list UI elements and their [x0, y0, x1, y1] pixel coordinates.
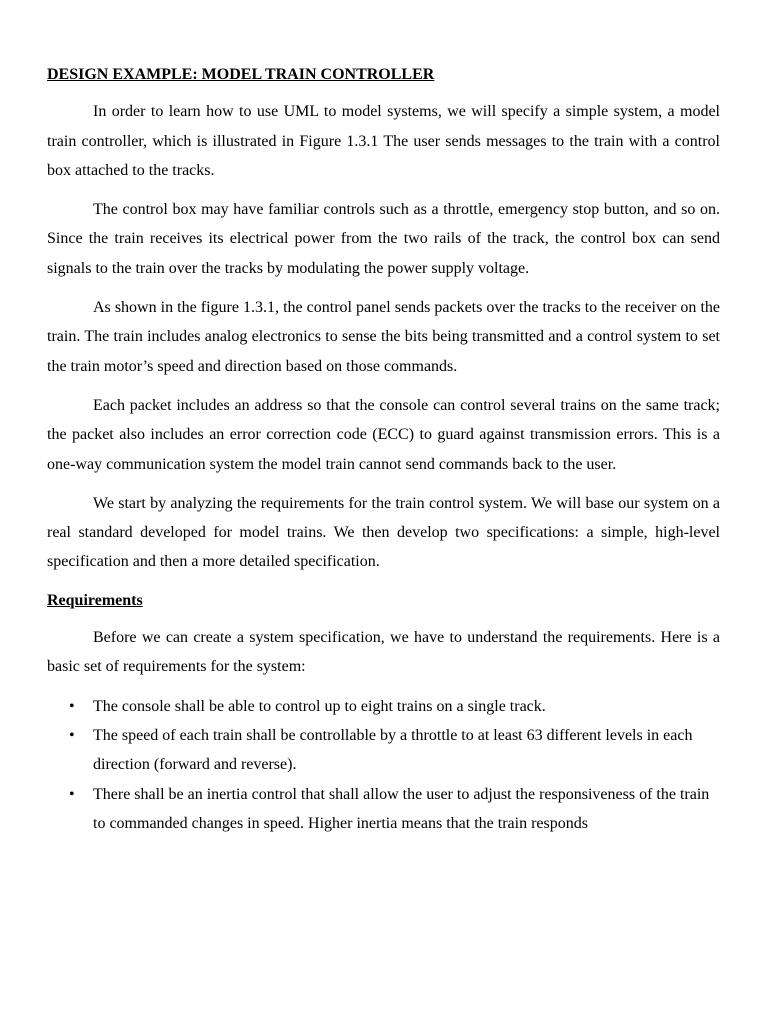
list-item-text: The console shall be able to control up to eight trains on a single track. — [93, 697, 546, 715]
paragraph-analysis: We start by analyzing the requirements for the train control system. We will base our system on a real standard developed for model trains. We then develop two specifications: a simple, high-level specification and then a more detailed specification. — [47, 494, 720, 571]
paragraph-address-ecc: Each packet includes an address so that the console can control several trains on the same track; the packet also includes an error correction code (ECC) to guard against transmission errors. This is a one-way communication system the model train cannot send commands back to the user. — [47, 396, 720, 473]
paragraph-control-box: The control box may have familiar controls such as a throttle, emergency stop button, and so on. Since the train receives its electrical power from the two rails of the track, the control box can send signals to the train over the tracks by modulating the power supply voltage. — [47, 201, 720, 277]
bullet-icon: • — [69, 726, 75, 744]
requirements-list — [47, 692, 720, 838]
list-item — [47, 780, 720, 839]
paragraph-intro: In order to learn how to use UML to model systems, we will specify a simple system, a model train controller, which is illustrated in Figure 1.3.1 The user sends messages to the train with a control box attached to the tracks. — [47, 103, 720, 179]
page-title: DESIGN EXAMPLE: MODEL TRAIN CONTROLLER — [47, 66, 435, 83]
requirements-heading: Requirements — [47, 591, 143, 609]
document-page — [47, 60, 720, 838]
requirements-intro: Before we can create a system specification, we have to understand the requirements. Here is a basic set of requirements for the system: — [47, 629, 720, 676]
list-item-text: There shall be an inertia control that shall allow the user to adjust the responsiveness of the train to commanded changes in speed. Higher inertia means that the train responds — [93, 785, 710, 832]
list-item — [47, 692, 720, 721]
list-item-text: The speed of each train shall be controllable by a throttle to at least 63 different levels in each direction (forward and reverse). — [93, 726, 693, 774]
paragraph-packets: As shown in the figure 1.3.1, the control panel sends packets over the tracks to the receiver on the train. The train includes analog electronics to sense the bits being transmitted and a control system to set the train motor’s speed and direction based on those commands. — [47, 299, 720, 375]
bullet-icon: • — [69, 785, 75, 803]
list-item — [47, 721, 720, 780]
bullet-icon: • — [69, 697, 75, 715]
